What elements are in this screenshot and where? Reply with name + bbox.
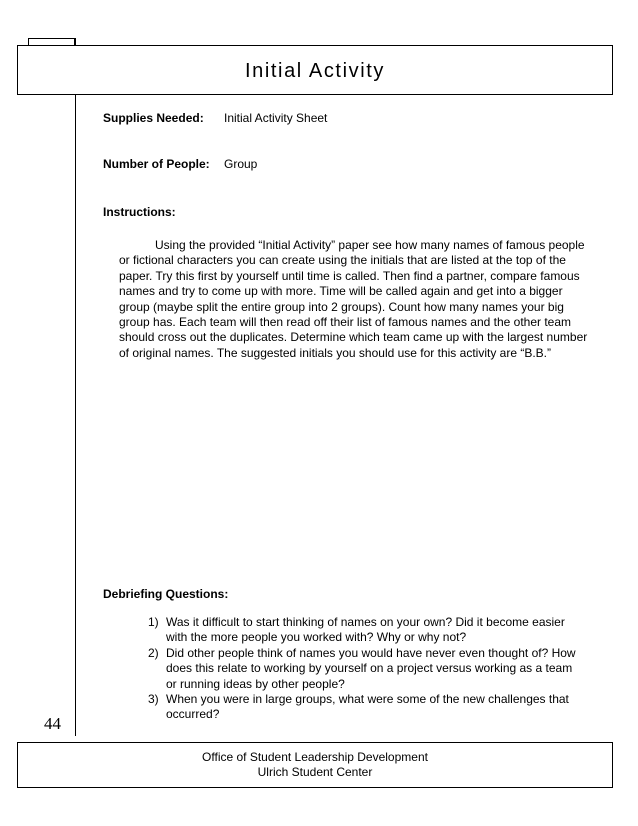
question-number: 1) bbox=[148, 615, 159, 629]
people-value: Group bbox=[224, 157, 258, 171]
question-text: Was it difficult to start thinking of names on your own? Did it become easier with the more people you worked with? Why or why not? bbox=[166, 615, 565, 645]
title-box bbox=[17, 45, 613, 95]
instructions-text: Using the provided “Initial Activity” paper see how many names of famous people or fictional characters you can create using the initials that are listed at the top of the paper. Try this first by yourself until time is called. Then find a partner, compare famous names and try to come up with more. Time will be called again and get into a bigger group (maybe split the entire group into 2 groups). Count how many names your big group has. Each team will then read off their list of famous names and the other team should cross out the duplicates. Determine which team came up with the largest number of original names. The suggested initials you should use for this activity are “B.B.” bbox=[119, 238, 588, 360]
page-title: Initial Activity bbox=[244, 59, 386, 82]
question-number: 2) bbox=[148, 645, 159, 660]
question-text: Did other people think of names you would have never even thought of? How does this relate to working by yourself on a project versus working as a team or running ideas by other people? bbox=[166, 645, 576, 691]
question-item bbox=[148, 615, 578, 646]
question-item bbox=[148, 646, 578, 692]
page-number: 44 bbox=[44, 714, 61, 733]
supplies-label: Supplies Needed: bbox=[103, 111, 204, 125]
debriefing-questions bbox=[148, 615, 578, 723]
left-margin-rule bbox=[75, 38, 76, 736]
people-label: Number of People: bbox=[103, 157, 210, 171]
question-text: When you were in large groups, what were some of the new challenges that occurred? bbox=[166, 692, 569, 722]
debriefing-label: Debriefing Questions: bbox=[103, 587, 229, 601]
footer-line-center: Ulrich Student Center bbox=[257, 765, 373, 779]
instructions-label: Instructions: bbox=[103, 205, 176, 219]
footer-line-office: Office of Student Leadership Development bbox=[202, 750, 428, 764]
supplies-value: Initial Activity Sheet bbox=[224, 111, 328, 125]
footer-box bbox=[17, 742, 613, 788]
question-number: 3) bbox=[148, 692, 159, 707]
question-item bbox=[148, 692, 578, 723]
